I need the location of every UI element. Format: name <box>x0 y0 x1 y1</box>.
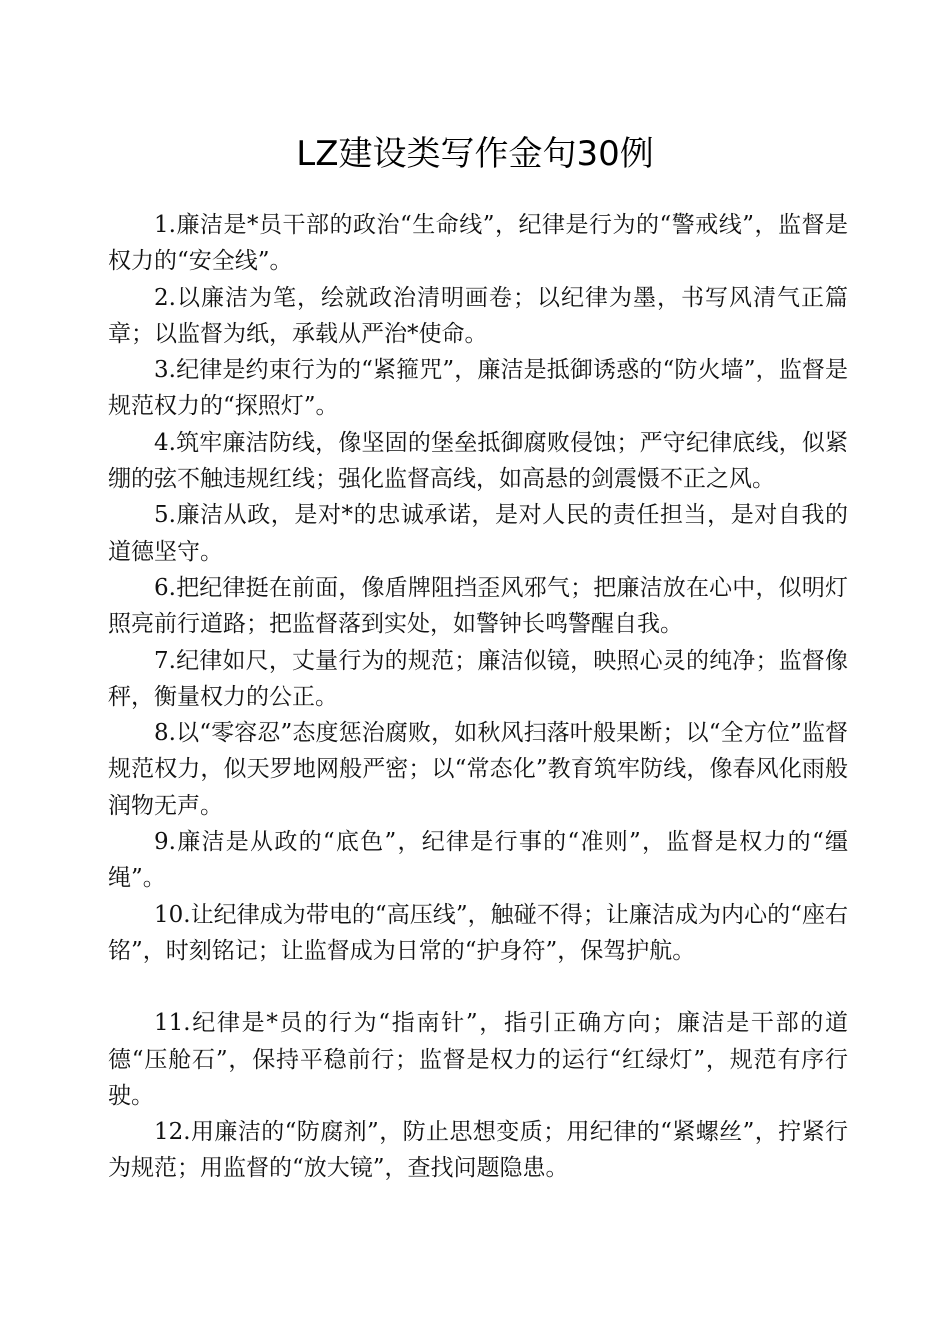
list-item: 4.筑牢廉洁防线，像坚固的堡垒抵御腐败侵蚀；严守纪律底线，似紧绷的弦不触违规红线；强化监督高线，如高悬的剑震慑不正之风。 <box>108 429 848 493</box>
document-body <box>108 207 848 1187</box>
list-item: 5.廉洁从政，是对*的忠诚承诺，是对人民的责任担当，是对自我的道德坚守。 <box>108 502 848 565</box>
list-item: 2.以廉洁为笔，绘就政治清明画卷；以纪律为墨，书写风清气正篇章；以监督为纸，承载从严治*使命。 <box>108 284 848 347</box>
page-title: LZ建设类写作金句30例 <box>296 134 654 174</box>
list-item: 6.把纪律挺在前面，像盾牌阻挡歪风邪气；把廉洁放在心中，似明灯照亮前行道路；把监督落到实处，如警钟长鸣警醒自我。 <box>108 574 848 638</box>
list-item: 1.廉洁是*员干部的政治“生命线”，纪律是行为的“警戒线”，监督是权力的“安全线”。 <box>108 212 848 275</box>
list-item: 3.纪律是约束行为的“紧箍咒”，廉洁是抵御诱惑的“防火墙”，监督是规范权力的“探照灯”。 <box>108 357 848 420</box>
list-item: 12.用廉洁的“防腐剂”，防止思想变质；用纪律的“紧螺丝”，拧紧行为规范；用监督的“放大镜”，查找问题隐患。 <box>108 1119 848 1182</box>
list-item: 7.纪律如尺，丈量行为的规范；廉洁似镜，映照心灵的纯净；监督像秤，衡量权力的公正。 <box>108 647 848 710</box>
list-item: 8.以“零容忍”态度惩治腐败，如秋风扫落叶般果断；以“全方位”监督规范权力，似天罗地网般严密；以“常态化”教育筑牢防线，像春风化雨般润物无声。 <box>108 720 848 819</box>
list-item: 11.纪律是*员的行为“指南针”，指引正确方向；廉洁是干部的道德“压舱石”，保持平稳前行；监督是权力的运行“红绿灯”，规范有序行驶。 <box>108 1010 848 1109</box>
list-item: 10.让纪律成为带电的“高压线”，触碰不得；让廉洁成为内心的“座右铭”，时刻铭记；让监督成为日常的“护身符”，保驾护航。 <box>108 901 848 964</box>
list-item: 9.廉洁是从政的“底色”，纪律是行事的“准则”，监督是权力的“缰绳”。 <box>108 829 848 892</box>
